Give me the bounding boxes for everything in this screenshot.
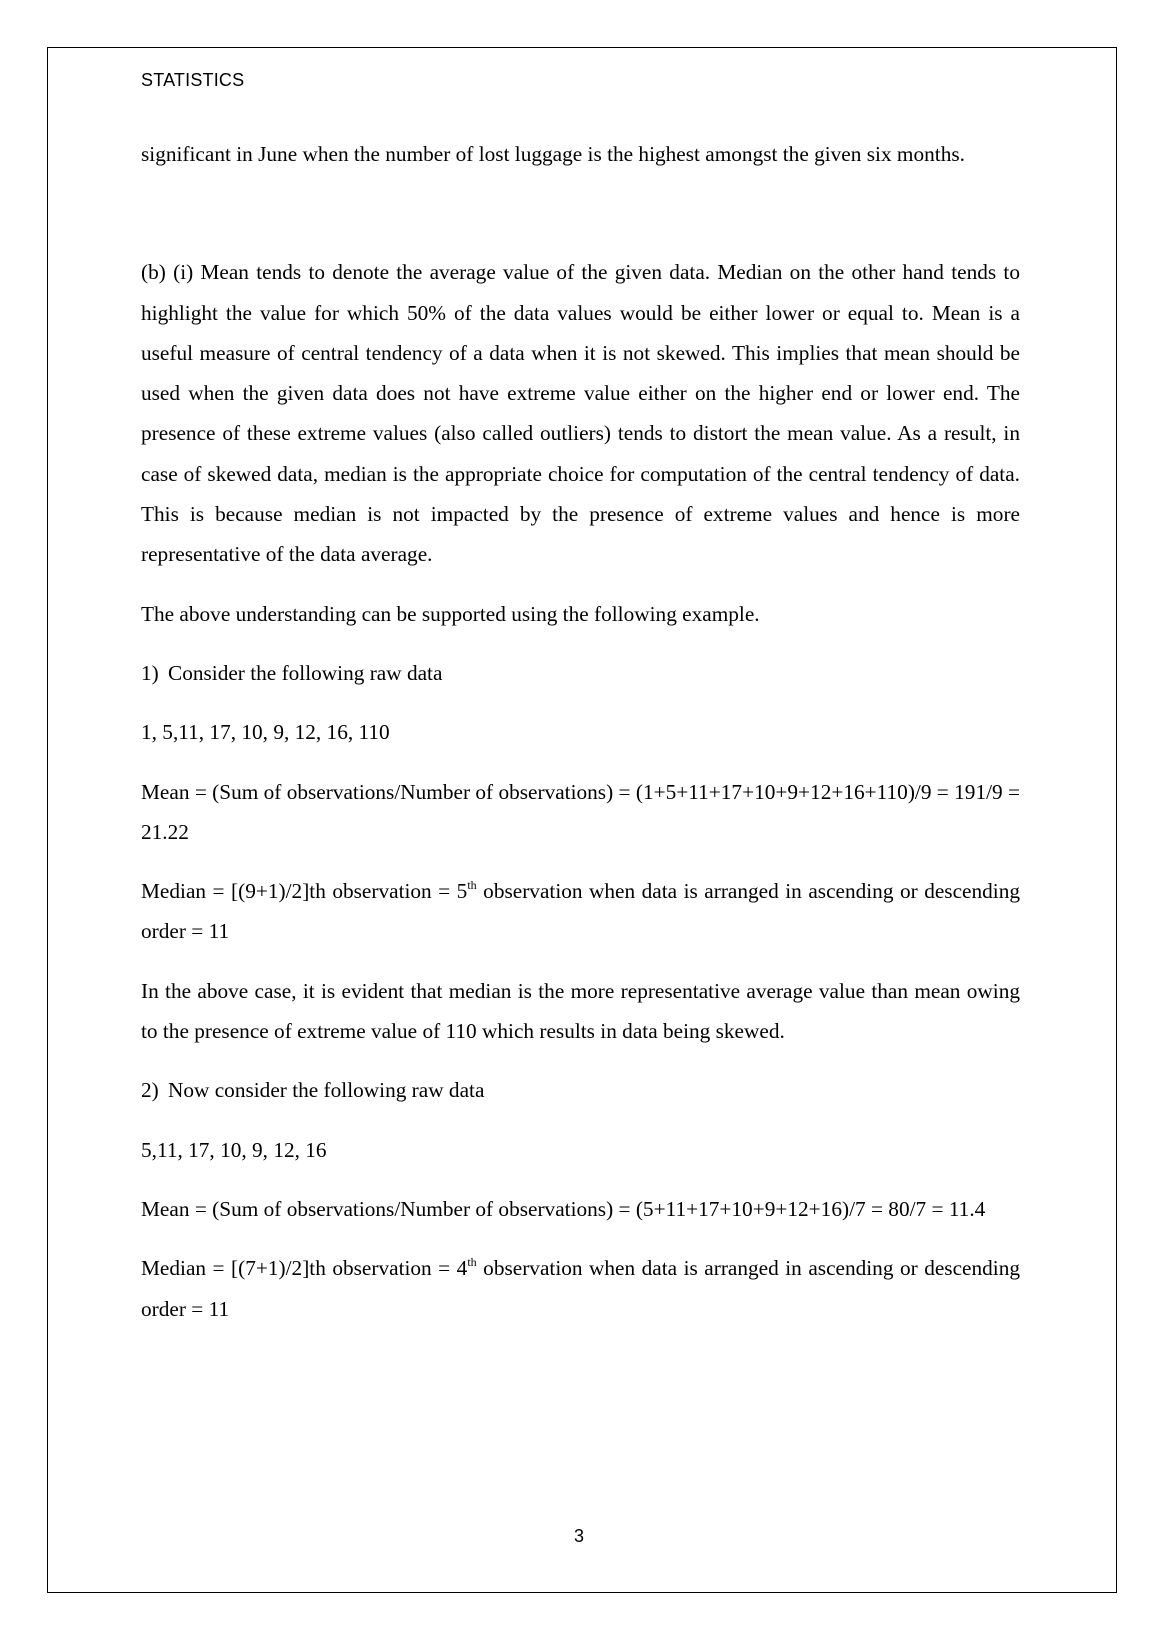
example-1-conclusion: In the above case, it is evident that median is the more representative average value than mean owing to the presence of extreme value of 110 which results in data being skewed. bbox=[141, 978, 1020, 1044]
example-1-heading bbox=[141, 653, 1020, 693]
section-b-paragraph: (b) (i) Mean tends to denote the average value of the given data. Median on the other hand tends to highlight the value for which 50% of the data values would be either lower or equal to. Mean is a useful measure of central tendency of a data when it is not skewed. This implies that mean should be used when the given data does not have extreme value either on the higher end or lower end. The presence of these extreme values (also called outliers) tends to distort the mean value. As a result, in case of skewed data, median is the appropriate choice for computation of the central tendency of data. This is because median is not impacted by the presence of extreme values and hence is more representative of the data average. bbox=[141, 260, 1020, 567]
continuation-paragraph: significant in June when the number of lost luggage is the highest amongst the given six months. bbox=[141, 142, 965, 166]
example-2-median bbox=[141, 1248, 1020, 1329]
ordinal-superscript: th bbox=[467, 1255, 477, 1270]
list-number: 1) bbox=[141, 660, 159, 685]
page-number: 3 bbox=[573, 1526, 584, 1546]
list-item-text: Now consider the following raw data bbox=[168, 1078, 485, 1103]
example-2-data: 5,11, 17, 10, 9, 12, 16 bbox=[141, 1137, 327, 1162]
example-1-mean: Mean = (Sum of observations/Number of observations) = (1+5+11+17+10+9+12+16+110)/9 = 191/9 = 21.22 bbox=[141, 779, 1020, 844]
median-text: observation when data is arranged in ascending or descending order = 11 bbox=[141, 1256, 1021, 1321]
median-text: Median = [(7+1)/2]th observation = 4 bbox=[141, 1256, 468, 1281]
example-2-mean: Mean = (Sum of observations/Number of observations) = (5+11+17+10+9+12+16)/7 = 80/7 = 11.4 bbox=[141, 1196, 986, 1221]
example-1-median bbox=[141, 871, 1020, 952]
median-text: Median = [(9+1)/2]th observation = 5 bbox=[141, 879, 468, 904]
example-2-heading bbox=[141, 1070, 1020, 1110]
document-body bbox=[141, 134, 1020, 1329]
median-text: observation when data is arranged in ascending or descending order = 11 bbox=[141, 879, 1021, 944]
intro-example-paragraph: The above understanding can be supported using the following example. bbox=[141, 601, 760, 626]
example-1-data: 1, 5,11, 17, 10, 9, 12, 16, 110 bbox=[141, 720, 390, 745]
list-item-text: Consider the following raw data bbox=[168, 660, 443, 685]
list-number: 2) bbox=[141, 1078, 159, 1103]
ordinal-superscript: th bbox=[467, 878, 477, 893]
running-header: STATISTICS bbox=[141, 70, 245, 90]
